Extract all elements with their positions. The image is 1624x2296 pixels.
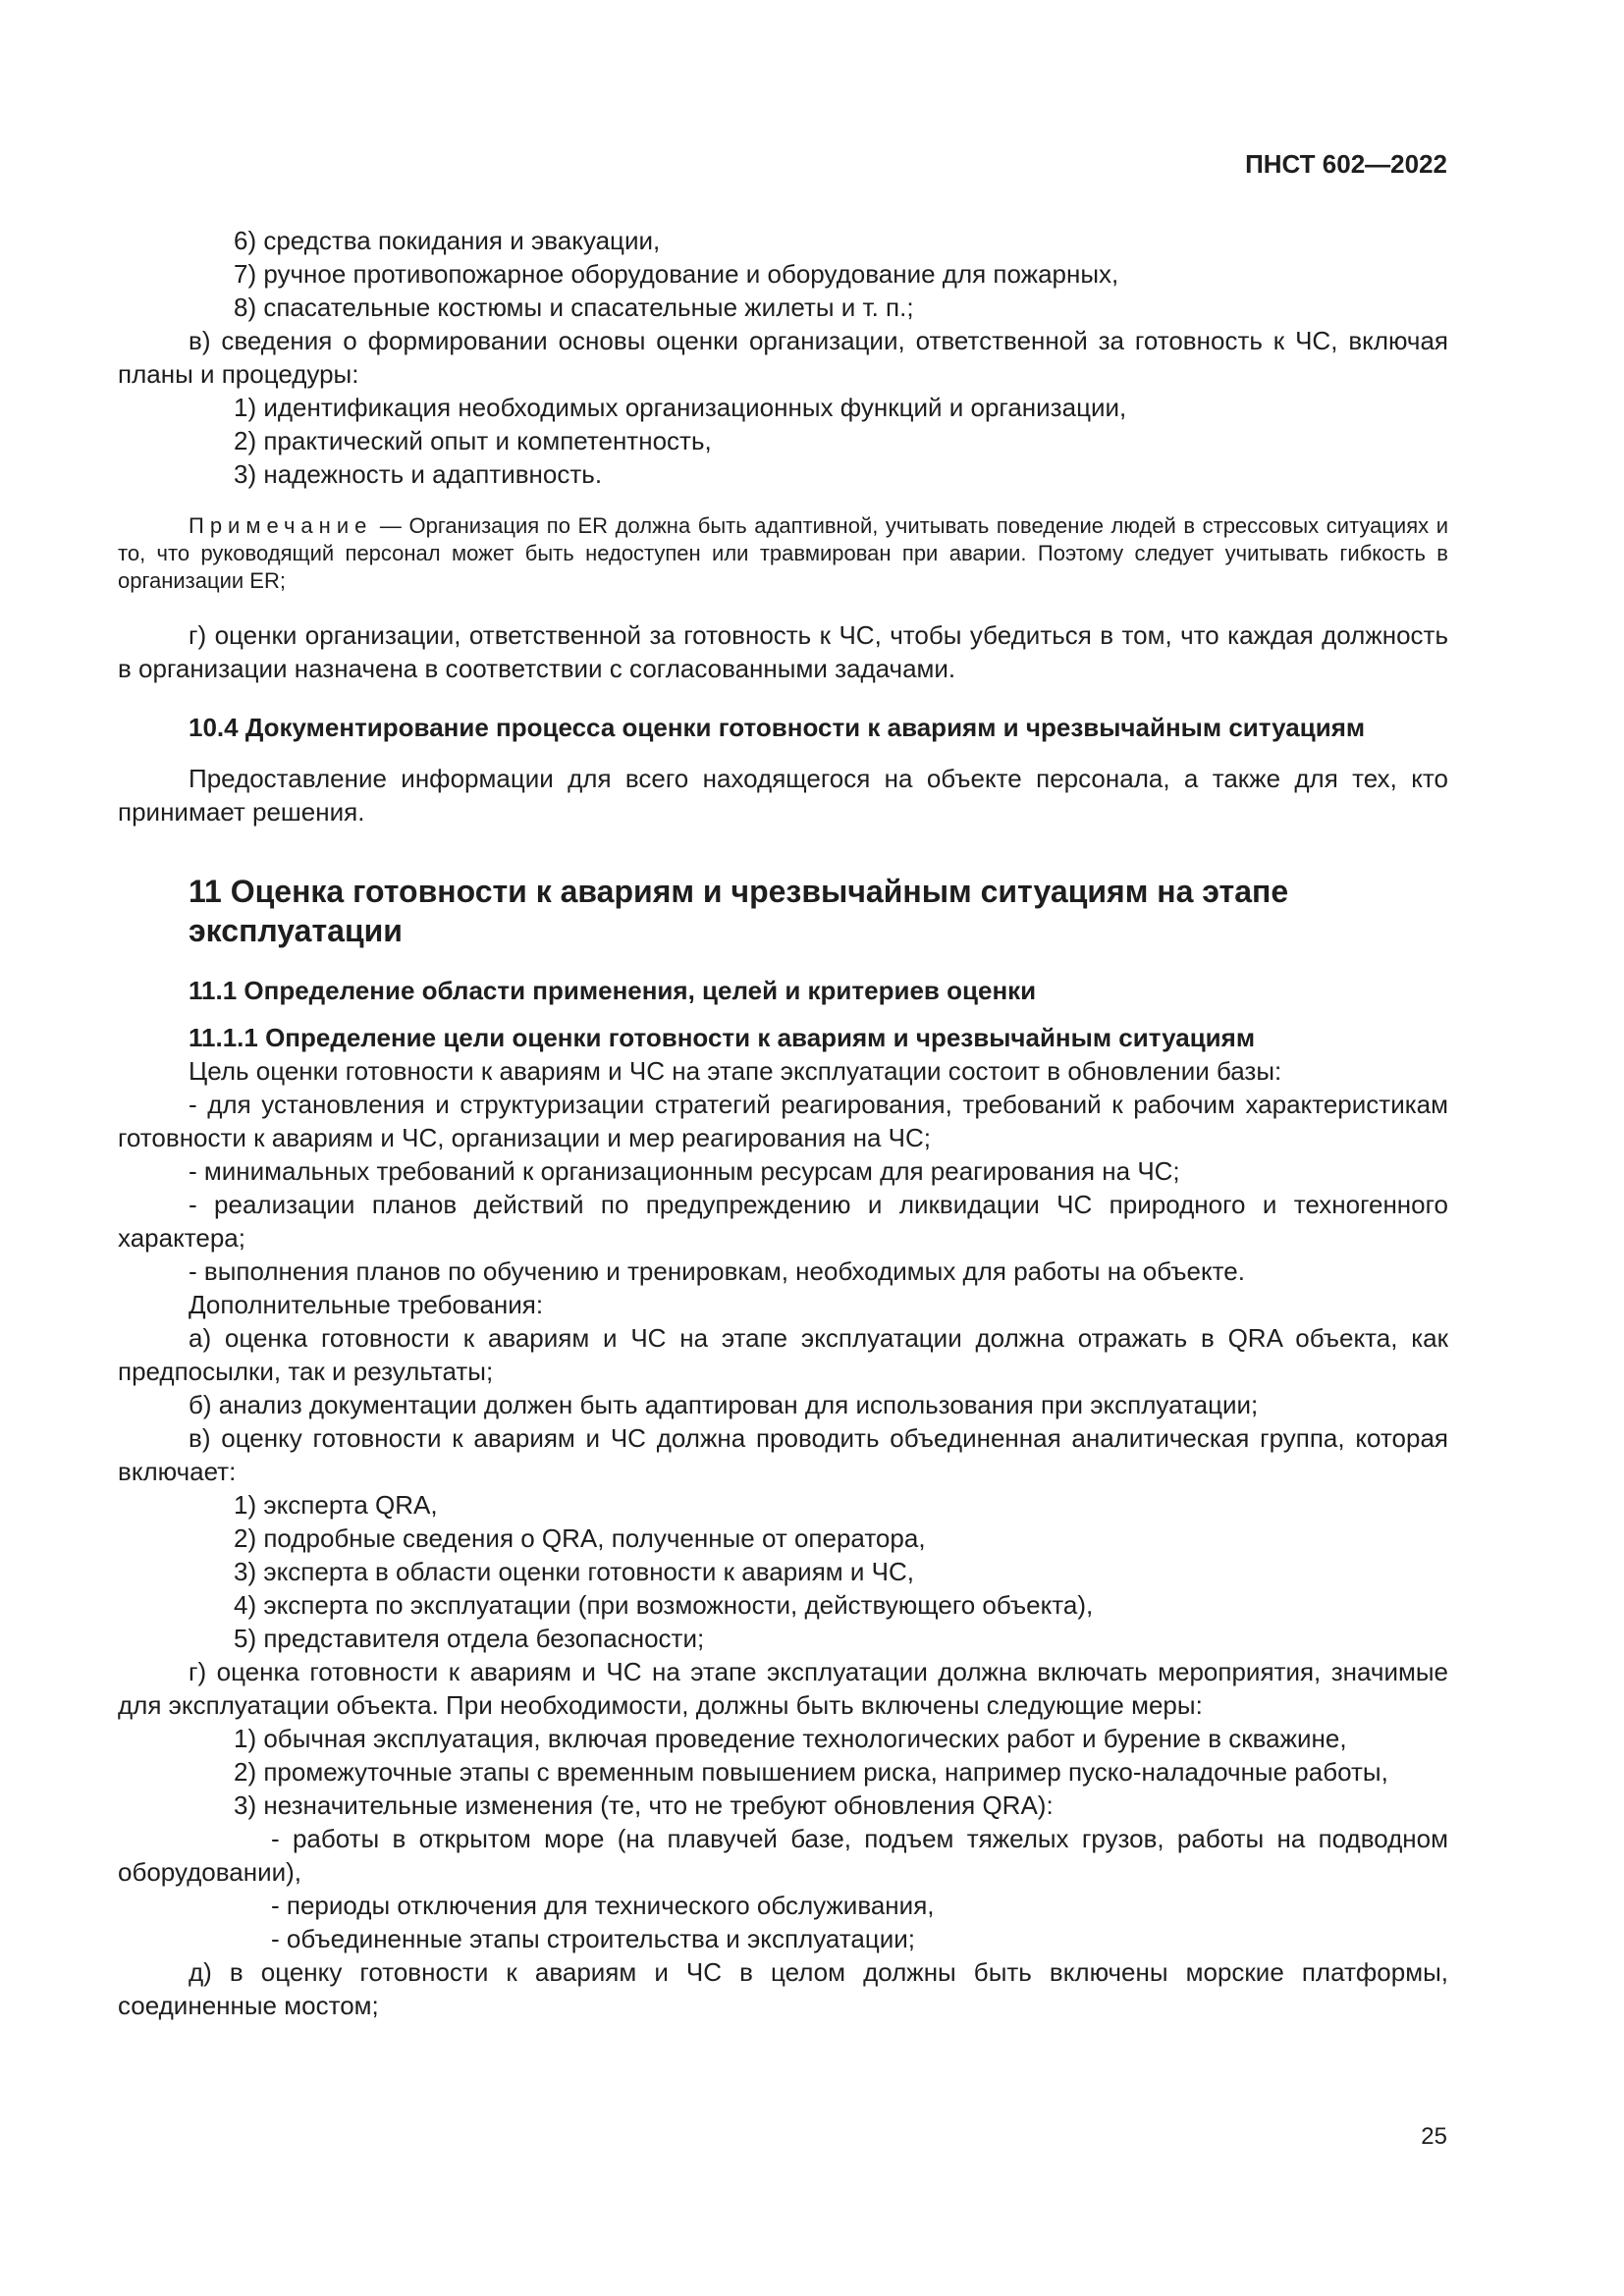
list-item: 3) эксперта в области оценки готовности к авариям и ЧС,	[234, 1557, 914, 1586]
list-item: - периоды отключения для технического обслуживания,	[271, 1891, 935, 1920]
paragraph: г) оценки организации, ответственной за готовность к ЧС, чтобы убедиться в том, что каждая должность в организации назначена в соответствии с согласованными задачами.	[118, 620, 1448, 683]
section-heading: 11.1 Определение области применения, целей и критериев оценки	[189, 976, 1037, 1005]
list-item: 3) надежность и адаптивность.	[234, 459, 603, 489]
chapter-heading: 11 Оценка готовности к авариям и чрезвычайным ситуациям на этапе эксплуатации	[189, 874, 1289, 948]
list-item: 1) идентификация необходимых организационных функций и организации,	[234, 393, 1127, 422]
list-item: г) оценка готовности к авариям и ЧС на этапе эксплуатации должна включать мероприятия, значимые для эксплуатации объекта. При необходимости, должны быть включены следующие меры:	[118, 1657, 1448, 1720]
paragraph: Цель оценки готовности к авариям и ЧС на этапе эксплуатации состоит в обновлении базы:	[189, 1056, 1282, 1086]
subsection-heading: 11.1.1 Определение цели оценки готовности к авариям и чрезвычайным ситуациям	[189, 1023, 1256, 1052]
list-item: 8) спасательные костюмы и спасательные жилеты и т. п.;	[234, 293, 914, 322]
list-item: в) оценку готовности к авариям и ЧС должна проводить объединенная аналитическая группа, которая включает:	[118, 1423, 1448, 1486]
list-item: 6) средства покидания и эвакуации,	[234, 226, 661, 255]
list-item: - выполнения планов по обучению и тренировкам, необходимых для работы на объекте.	[189, 1256, 1245, 1286]
list-item: - объединенные этапы строительства и эксплуатации;	[271, 1924, 916, 1953]
page-number: 25	[1421, 2123, 1447, 2150]
list-item: 7) ручное противопожарное оборудование и оборудование для пожарных,	[234, 259, 1119, 289]
list-item: - минимальных требований к организационным ресурсам для реагирования на ЧС;	[189, 1156, 1180, 1186]
paragraph: Дополнительные требования:	[189, 1290, 544, 1319]
note-text: — Организация по ER должна быть адаптивной, учитывать поведение людей в стрессовых ситуациях и то, что руководящий персонал может быть недоступен или травмирован при аварии. Поэтому следует учитывать гибкость в организации ER;	[118, 513, 1448, 593]
list-item: 5) представителя отдела безопасности;	[234, 1624, 705, 1653]
paragraph: в) сведения о формировании основы оценки организации, ответственной за готовность к ЧС, включая планы и процедуры:	[118, 326, 1448, 389]
page-content	[118, 224, 1448, 2022]
list-item: 2) подробные сведения о QRA, полученные от оператора,	[234, 1523, 926, 1553]
list-item: - работы в открытом море (на плавучей базе, подъем тяжелых грузов, работы на подводном оборудовании),	[118, 1824, 1448, 1887]
list-item: - реализации планов действий по предупреждению и ликвидации ЧС природного и техногенного характера;	[118, 1190, 1448, 1253]
list-item: 4) эксперта по эксплуатации (при возможности, действующего объекта),	[234, 1590, 1094, 1620]
paragraph: Предоставление информации для всего находящегося на объекте персонала, а также для тех, кто принимает решения.	[118, 764, 1448, 827]
list-item: 1) обычная эксплуатация, включая проведение технологических работ и бурение в скважине,	[234, 1724, 1347, 1753]
section-heading: 10.4 Документирование процесса оценки готовности к авариям и чрезвычайным ситуациям	[189, 713, 1366, 742]
list-item: 3) незначительные изменения (те, что не требуют обновления QRA):	[234, 1790, 1054, 1820]
list-item: 2) промежуточные этапы с временным повышением риска, например пуско-наладочные работы,	[234, 1757, 1388, 1787]
document-code: ПНСТ 602—2022	[1245, 149, 1447, 179]
note	[118, 512, 1448, 595]
list-item: б) анализ документации должен быть адаптирован для использования при эксплуатации;	[189, 1390, 1259, 1419]
list-item: 2) практический опыт и компетентность,	[234, 426, 712, 455]
list-item: д) в оценку готовности к авариям и ЧС в целом должны быть включены морские платформы, соединенные мостом;	[118, 1957, 1448, 2020]
list-item: а) оценка готовности к авариям и ЧС на этапе эксплуатации должна отражать в QRA объекта, как предпосылки, так и результаты;	[118, 1323, 1448, 1386]
list-item: 1) эксперта QRA,	[234, 1490, 438, 1520]
list-item: - для установления и структуризации стратегий реагирования, требований к рабочим характеристикам готовности к авариям и ЧС, организации и мер реагирования на ЧС;	[118, 1090, 1448, 1152]
note-label: Примечание	[189, 513, 373, 538]
